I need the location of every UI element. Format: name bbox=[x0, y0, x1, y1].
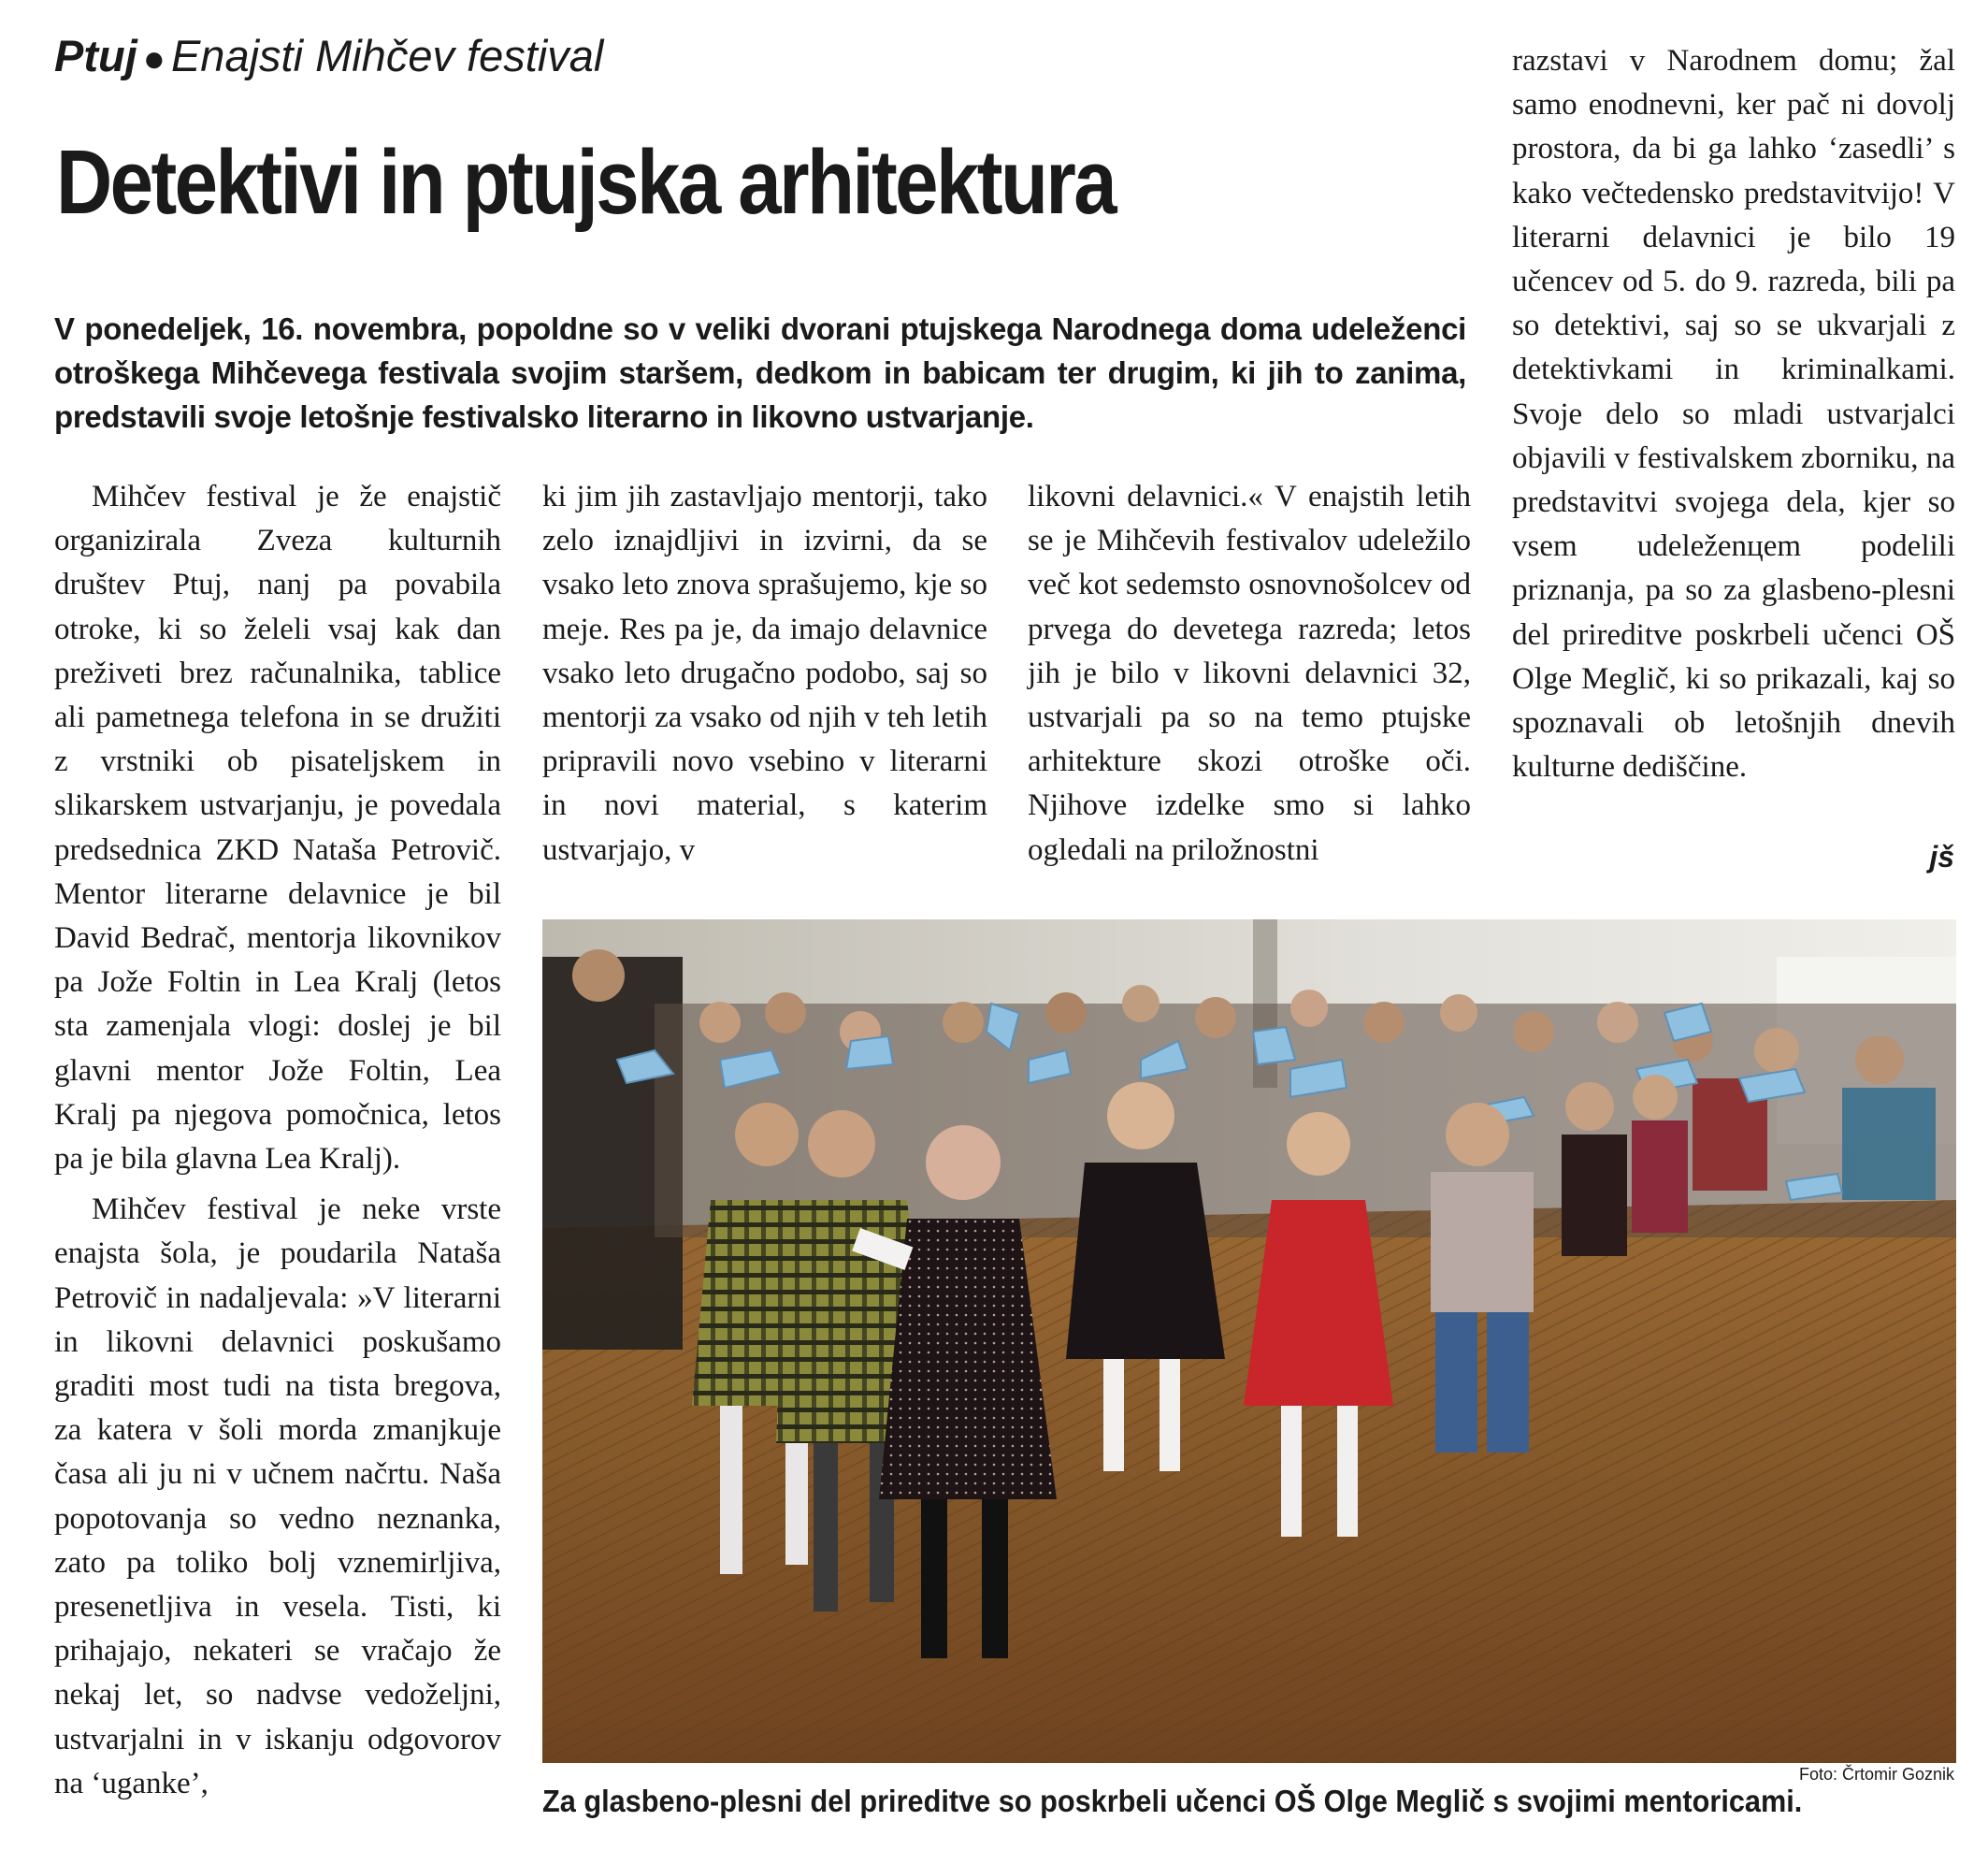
article-column-2 bbox=[542, 475, 987, 873]
photo-credit: Foto: Črtomir Goznik bbox=[1798, 1765, 1954, 1784]
author-signature: jš bbox=[1929, 840, 1954, 874]
article-paragraph: ki jim jih zastavljajo mentorji, tako zelo iznajdljivi in izvirni, da se vsako leto znova sprašujemo, kje so meje. Res pa je, da imajo delavnice vsako leto drugačno podobo, saj so mentorji za vsako od njih v teh letih pripravili novo vsebino v literarni in novi material, s katerim ustvarjajo, v bbox=[542, 480, 987, 867]
article-photo bbox=[542, 919, 1956, 1763]
article-headline: Detektivi in ptujska arhitektura bbox=[56, 131, 1116, 233]
section-kicker bbox=[54, 30, 603, 81]
kicker-subtitle: Enajsti Mihčev festival bbox=[170, 31, 604, 80]
article-column-3 bbox=[1028, 475, 1471, 873]
article-paragraph: likovni delavnici.« V enajstih letih se je Mihčevih festivalov udeležilo več kot sedemsto osnovnošolcev od prvega do devetega razreda; letos jih je bilo v likovni delavnici 32, ustvarjali pa so na temo ptujske arhitekture skozi otroške oči. Njihove izdelke smo si lahko ogledali na priložnostni bbox=[1028, 480, 1471, 867]
article-paragraph: razstavi v Narodnem domu; žal samo enodnevni, ker pač ni dovolj prostora, da bi ga lahko ‘zasedli’ s kako večtedensko predstavitvijo! V literarni delavnici je bilo 19 učencev od 5. do 9. razreda, bili pa so detektivi, saj so se ukvarjali z detektivkami in kriminalkami. Svoje delo so mladi ustvarjalci objavili v festivalskem zborniku, na predstavitvi svojega dela, kjer so vsem udeleženцem podelili priznanja, pa so za glasbeno-plesni del prireditve poskrbeli učenci OŠ Olge Meglič, ki so prikazali, kaj so spoznavali ob letošnjih dnevih kulturne dediščine. bbox=[1512, 44, 1955, 785]
bullet-icon: ● bbox=[142, 38, 166, 79]
photo-caption: Za glasbeno-plesni del prireditve so poskrbeli učenci OŠ Olge Meglič s svojimi mentoricami. bbox=[542, 1784, 1803, 1818]
article-lead: V ponedeljek, 16. novembra, popoldne so v veliki dvorani ptujskega Narodnega doma udeleženci otroškega Mihčevega festivala svojim staršem, dedkom in babicam ter drugim, ki jih to zanima, predstavili svoje letošnje festivalsko literarno in likovno ustvarjanje. bbox=[54, 311, 1466, 434]
article-column-1 bbox=[54, 475, 501, 1806]
article-paragraph: Mihčev festival je že enajstič organizirala Zveza kulturnih društev Ptuj, nanj pa povabila otroke, ki so želeli vsaj kak dan preživeti brez računalnika, tablice ali pametnega telefona in se družiti z vrstniki ob pisateljskem in slikarskem ustvarjanju, je povedala predsednica ZKD Nataša Petrovič. Mentor literarne delavnice je bil David Bedrač, mentorja likovnikov pa Jože Foltin in Lea Kralj (letos sta zamenjala vlogi: doslej je bil glavni mentor Jože Foltin, Lea Kralj pa njegova pomočnica, letos pa je bila glavna Lea Kralj). bbox=[54, 480, 501, 1177]
kicker-place: Ptuj bbox=[54, 31, 137, 80]
article-column-4 bbox=[1512, 39, 1955, 789]
article-paragraph: Mihčev festival je neke vrste enajsta šola, je poudarila Nataša Petrovič in nadaljevala: »V literarni in likovni delavnici poskušamo graditi most tudi na tista bregova, za katera v šoli morda zmanjkuje časa ali ju ni v učnem načrtu. Naša popotovanja so vedno neznanka, zato pa toliko bolj vznemirljiva, presenetljiva in vesela. Tisti, ki prihajajo, nekateri se vračajo že nekaj let, so nadvse vedoželjni, ustvarjalni in v iskanju odgovorov na ‘uganke’, bbox=[54, 1192, 501, 1800]
